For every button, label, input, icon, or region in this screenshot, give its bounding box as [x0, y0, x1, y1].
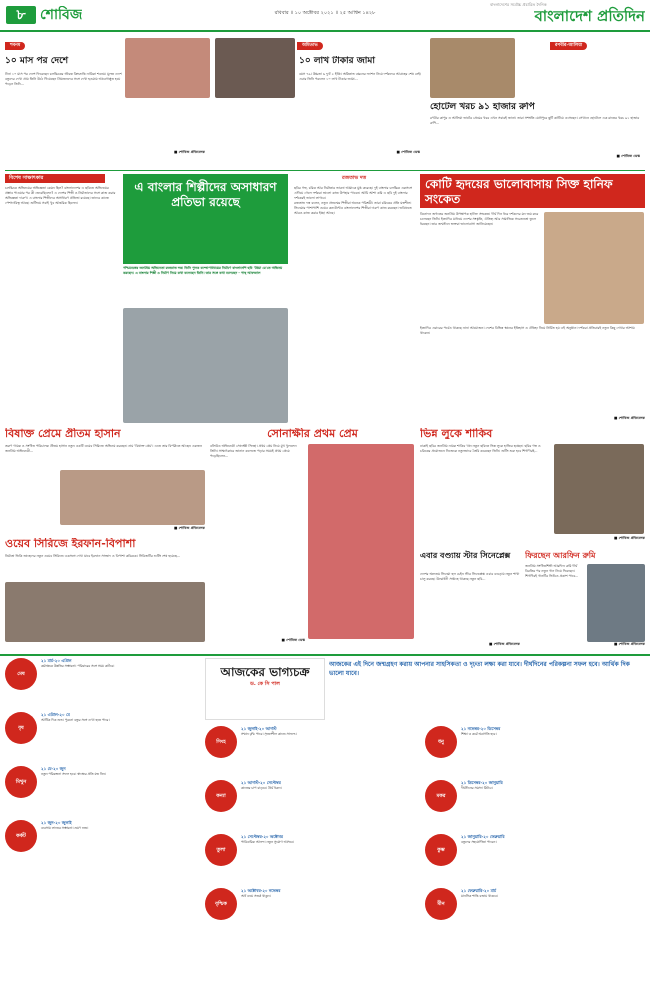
- sign-badge: মীন: [425, 888, 457, 920]
- sign-tula: [205, 834, 420, 866]
- sign-badge: কর্কট: [5, 820, 37, 852]
- arefin-byline: ■ শোবিজ প্রতিবেদক: [613, 642, 645, 646]
- sign-dates: ২১ সেপ্টেম্বর-২০ অক্টোবর: [241, 834, 283, 839]
- hanif-body: ইত্যাদির এবারের পর্বেও থাকছে নানা আয়োজন। দেশের বিভিন্ন স্থানের ইতিহাস ও ঐতিহ্য নিয়ে নির্মিত হয় এই অনুষ্ঠান। দর্শকরা প্রতিবারই নতুন কিছু দেখার আশায় থাকেন।: [420, 326, 635, 336]
- interview-intro: পশ্চিমবঙ্গের জনপ্রিয় অভিনেতা রজতাভ দত্ত। তিনি পুলক বন্দ্যোপাধ্যায়ের নির্মাণে বাংলাদেশি ছবি 'প্রিয়া রে'তে অভিনয় করছেন। এ বাংলার শিল্পী ও নির্মাণ নিয়ে কথা বলেছেন তিনি। তার সঙ্গে কথা বলেছেন - পান্থ আফজাল: [123, 266, 283, 276]
- shakib-story: [420, 428, 645, 546]
- hanif-byline: ■ শোবিজ প্রতিবেদক: [613, 416, 645, 420]
- irrfan-title: ওয়েব সিরিজে ইরফান-বিপাশা: [5, 538, 136, 549]
- sign-badge: কুম্ভ: [425, 834, 457, 866]
- divider: [5, 170, 645, 171]
- sign-dates: ২১ জানুয়ারি-২০ ফেব্রুয়ারি: [461, 834, 505, 839]
- sign-dates: ২১ জুন-২০ জুলাই: [41, 820, 72, 825]
- sign-meen: [425, 888, 645, 920]
- interview-column: ছবির গল্প, চরিত্র আর নির্মাতার ভাবনা আমাকে মুগ্ধ করেছে। দুই বাংলার চলচ্চিত্র একসঙ্গে এগিয়ে গেলে দর্শকরা ভালো কাজ উপহার পাবেন। আমি আশা করি এ ছবি দুই বাংলার দর্শকেরই ভালো লাগবে।: [294, 186, 412, 201]
- story-tag: অমিতাভ: [297, 42, 323, 50]
- pull-quote-text: এ বাংলার শিল্পীদের অসাধারণ প্রতিভা রয়েছে: [134, 180, 277, 209]
- hanif-title: কোটি হৃদয়ের ভালোবাসায় সিক্ত হানিফ সংকেত: [425, 177, 613, 206]
- story-body: টানা ১০ মাস পর দেশে ফিরেছেন চলচ্চিত্রের জীবন্ত কিংবদন্তি নায়িকা শবনম। মূলত দেশে বন্ধুদের দেখা প্রায় তিনি উঠে গিয়েছেন প্রিয়জনদের সঙ্গে দেখা হওয়ায় আবেগাপ্লুত হয়ে পড়েন তিনি...: [5, 72, 122, 87]
- interview-column: রজতাভ দত্ত বলেন, নতুন প্রজন্মের শিল্পীরা অনেক পরিশ্রমী। তারা চরিত্রের প্রতি যত্নশীল। সিনেমার পাশাপাশি ওয়েব কনটেন্টেও বাংলাদেশের শিল্পীরা দারুণ কাজ করছেন। ভবিষ্যতে আরও কাজ করার ইচ্ছা আছে।: [294, 201, 412, 216]
- newspaper-logo: [470, 2, 645, 28]
- date-line: রবিবার ॥ ১০ অক্টোবর ২০২১ ॥ ২৫ আশ্বিন ১৪২৮: [274, 10, 376, 16]
- sign-dates: ২১ জুলাই-২০ আগস্ট: [241, 726, 277, 731]
- sign-dates: ২১ ফেব্রুয়ারি-২০ মার্চ: [461, 888, 497, 893]
- top-story-1: [5, 38, 210, 168]
- pritom-title: বিষাক্ত প্রেমে প্রীতম হাসান: [5, 428, 121, 439]
- sign-badge: মকর: [425, 780, 457, 812]
- sign-dates: ২১ অক্টোবর-২০ নভেম্বর: [241, 888, 281, 893]
- hanif-photo: [544, 212, 644, 324]
- sign-badge: তুলা: [205, 834, 237, 866]
- logo-text: বাংলাদেশ প্রতিদিন: [534, 7, 645, 25]
- sign-column-left: [5, 658, 200, 980]
- amitabh-photo: [215, 38, 295, 98]
- rajatava-photo: [123, 308, 288, 423]
- sign-badge: মেষ: [5, 658, 37, 690]
- star-story: [420, 550, 520, 650]
- sonakshi-photo: [308, 444, 414, 639]
- top-story-3: [430, 38, 645, 168]
- sign-mesh: [5, 658, 200, 690]
- hanif-title-bar: [420, 174, 645, 208]
- page-number: ৮: [6, 6, 36, 24]
- shakib-photo: [554, 444, 644, 534]
- pritom-photo: [60, 470, 205, 525]
- arefin-story: [525, 550, 645, 650]
- horoscope-title: আজকের ভাগ্যচক্র: [220, 665, 310, 679]
- sign-badge: কন্যা: [205, 780, 237, 812]
- page-header: [0, 0, 650, 30]
- divider: [0, 654, 650, 656]
- section-title: শোবিজ: [40, 7, 83, 23]
- sign-text: আর্থিক দিক শুভ। পুরনো বন্ধুর সঙ্গে দেখা হতে পারে।: [41, 718, 110, 722]
- story-byline: ■ শোবিজ ডেস্ক: [396, 150, 420, 154]
- interview-column: চলচ্চিত্রে অভিনয়ের অভিজ্ঞতা কেমন ছিল? বাংলাদেশের এ ছবিতে অভিনয়ের প্রস্তাব পাওয়ার পর কী ভেবেছিলেন? এ দেশের শিল্পী ও নির্মাতাদের সঙ্গে কাজ করার অভিজ্ঞতা দারুণ। এ বাংলার শিল্পীদের অসাধারণ প্রতিভা রয়েছে। তাদের কাজে পেশাদারিত্ব আছে। শুটিংয়ে সবাই খুব আন্তরিক ছিলেন।: [5, 186, 116, 206]
- arefin-photo: [587, 564, 645, 642]
- sign-singha: [205, 726, 420, 758]
- sign-dates: ২১ নভেম্বর-২০ ডিসেম্বর: [461, 726, 501, 731]
- story-body: বয়স ৭৯। উচ্চতা ৬ ফুট ২ ইঞ্চি। অমিতাভ বচ্চনের ফ্যাশন নিয়ে দর্শকদের আগ্রহের শেষ নেই। এবার তিনি পরলেন ১০ লাখ টাকার জামা...: [299, 72, 422, 82]
- sonakshi-title: সোনাক্ষীর প্রথম প্রেম: [267, 428, 358, 439]
- sign-dates: ২১ মে-২০ জুন: [41, 766, 66, 771]
- sign-kanya: [205, 780, 420, 812]
- sign-text: বন্ধুদের সহযোগিতা পাবেন।: [461, 840, 497, 844]
- sign-badge: সিংহ: [205, 726, 237, 758]
- sign-dates: ২১ মার্চ-২০ এপ্রিল: [41, 658, 72, 663]
- sign-brisha: [5, 712, 200, 744]
- arefin-body: জনপ্রিয় সংগীতশিল্পী আরফিন রুমি দীর্ঘ বিরতির পর নতুন গান নিয়ে ফিরছেন। শিগগিরই গানটির ভিডিও প্রকাশ পাবে...: [525, 564, 579, 579]
- sign-dates: ২১ আগস্ট-২০ সেপ্টেম্বর: [241, 780, 281, 785]
- horoscope-title-box: [205, 658, 325, 720]
- pull-quote: [123, 174, 288, 264]
- irrfan-body: নির্মাতা ভিকি জাহেদের নতুন ওয়েব সিরিজে একসঙ্গে দেখা যাবে ইরফান সাজ্জাদ ও বিপাশা কবিরকে। সিরিজটির শুটিং শেষ হয়েছে...: [5, 554, 181, 558]
- story-byline: ■ শোবিজ ডেস্ক: [616, 154, 640, 158]
- horoscope-intro: আজকের এই দিনে জন্মগ্রহণ করায় আপনার সাহসিকতা ও দৃঢ়তা লক্ষ্য করা যাবে। দীর্ঘদিনের পরিকল্পনা সফল হবে। আর্থিক দিক ভালো যাবে।: [329, 661, 630, 677]
- sign-text: কাজের চাপ বাড়বে। ধৈর্য ধরুন।: [241, 786, 282, 790]
- story-title: হোটেল খরচ ৯১ হাজার রুপি: [430, 102, 535, 112]
- irrfan-bipasha-photo: [5, 582, 205, 642]
- sign-column-right: [425, 726, 645, 980]
- sign-makar: [425, 780, 645, 812]
- sonakshi-body: বলিউড অভিনেত্রী সোনাক্ষী সিনহা। প্রথম প্রেম নিয়ে মুখ খুললেন তিনি। সাক্ষাৎকারে জানান কলেজে পড়ার সময়ই প্রথম প্রেমে পড়েছিলেন...: [210, 444, 297, 459]
- horoscope-author: ড. কে সি পাল: [250, 681, 280, 687]
- sign-text: পারিবারিক আনন্দ। নতুন সুযোগ আসবে।: [241, 840, 294, 844]
- star-byline: ■ শোবিজ প্রতিবেদক: [488, 642, 520, 646]
- sign-text: অর্থ ব্যয়ে সতর্ক থাকুন।: [241, 894, 271, 898]
- sign-dhanu: [425, 726, 645, 758]
- header-rule: [0, 30, 650, 32]
- interview-name: রজতাভ দত্ত: [294, 174, 414, 183]
- star-body: দেশের অন্যতম সিনেমা হল চেইন স্টার সিনেপ্লেক্স এবার বগুড়ায় নতুন শাখা চালু করছে। উদ্বোধনী সপ্তাহে থাকছে নতুন ছবি...: [420, 572, 520, 582]
- sign-text: মানসিক শান্তি বজায় থাকবে।: [461, 894, 498, 898]
- sign-badge: বৃশ্চিক: [205, 888, 237, 920]
- sign-kumbha: [425, 834, 645, 866]
- sonakshi-byline: ■ শোবিজ ডেস্ক: [281, 638, 305, 642]
- story-title: ১০ মাস পর দেশে: [5, 56, 69, 66]
- pritom-byline: ■ শোবিজ প্রতিবেদক: [173, 526, 205, 530]
- sign-text: সম্মান বৃদ্ধি পাবে। সৃজনশীল কাজে সাফল্য।: [241, 732, 297, 736]
- sonakshi-story: [210, 428, 415, 648]
- sign-mithun: [5, 766, 200, 798]
- logo-tagline: বাংলাদেশের সর্বোচ্চ প্রচারিত দৈনিক: [490, 2, 547, 7]
- sign-text: ব্যবসায় লাভের সম্ভাবনা। ভ্রমণ শুভ।: [41, 826, 89, 830]
- shakib-title: ভিন্ন লুকে শাকিব: [420, 428, 493, 439]
- star-title: এবার বণ্ড্যায় স্টার সিনেপ্লেক্স: [420, 550, 511, 560]
- sign-dates: ২১ ডিসেম্বর-২০ জানুয়ারি: [461, 780, 503, 785]
- sign-badge: ধনু: [425, 726, 457, 758]
- story-tag: রণবীর-আলিয়া: [550, 42, 587, 50]
- sign-text: দীর্ঘদিনের সমস্যা মিটবে।: [461, 786, 493, 790]
- sign-badge: বৃষ: [5, 712, 37, 744]
- sign-brishchik: [205, 888, 420, 920]
- story-title: ১০ লাখ টাকার জামা: [299, 56, 375, 66]
- sign-text: কর্মক্ষেত্রে উন্নতির সম্ভাবনা। পরিবারের সঙ্গে সময় কাটবে।: [41, 664, 115, 668]
- story-body: রণবীর কাপুর ও আলিয়া ভাটের প্রেমের খবর এখন সবারই জানা। তারা সম্প্রতি যোধপুরে ছুটি কাটিয়ে এসেছেন। সেখানে হোটেলে এক রাতের খরচ ৯১ হাজার রুপি...: [430, 116, 640, 126]
- top-story-2: [215, 38, 425, 168]
- sign-column-middle: [205, 726, 420, 980]
- irrfan-story: [5, 538, 205, 648]
- pritom-body: তরুণ গায়ক ও সংগীত পরিচালক প্রীতম হাসান নতুন একটি ওয়েব সিরিজে অভিনয় করছেন। নাম 'বিষাক্ত প্রেম'। এতে তার বিপরীতে আছেন একজন জনপ্রিয় অভিনেত্রী...: [5, 444, 202, 454]
- arefin-title: ফিরছেন আরফিন রুমি: [525, 550, 596, 560]
- story-tag: শবনম: [5, 42, 25, 50]
- shakib-byline: ■ শোবিজ প্রতিবেদক: [613, 536, 645, 540]
- story-byline: ■ শোবিজ প্রতিবেদক: [173, 150, 205, 154]
- sign-karkat: [5, 820, 200, 852]
- sign-badge: মিথুন: [5, 766, 37, 798]
- interview-block: [5, 174, 415, 424]
- shabnam-photo: [125, 38, 210, 98]
- sign-text: শিক্ষা ও কর্মে অগ্রগতি হবে।: [461, 732, 497, 736]
- horoscope-section: [5, 658, 645, 980]
- sign-text: নতুন পরিকল্পনা সফল হবে। স্বাস্থ্যের প্রতি যত্ন নিন।: [41, 772, 106, 776]
- hanif-body: বিনোদন জগতের জনপ্রিয় উপস্থাপক হানিফ সংকেত। দীর্ঘ দিন ধরে দর্শকদের মন জয় করে চলেছেন তিনি। ইত্যাদির মাধ্যমে দেশের সংস্কৃতি, ঐতিহ্য আর সামাজিক সচেতনতা তুলে ধরছেন। তার জন্মদিনে ভক্তরা ভালোবাসা জানিয়েছেন।: [420, 212, 539, 227]
- shakib-body: ঢাকাই ছবির জনপ্রিয় নায়ক শাকিব খান নতুন ছবিতে ভিন্ন লুকে হাজির হচ্ছেন। ছবির গল্প ও চরিত্রের প্রয়োজনে নিজেকে নতুনভাবে তৈরি করেছেন তিনি। শুটিং শুরু হবে শিগগিরই...: [420, 444, 541, 454]
- hanif-story: [420, 174, 645, 424]
- interview-tag: বিশেষ সাক্ষাৎকার: [5, 174, 105, 183]
- sign-dates: ২১ এপ্রিল-২০ মে: [41, 712, 70, 717]
- ranbir-alia-photo: [430, 38, 515, 98]
